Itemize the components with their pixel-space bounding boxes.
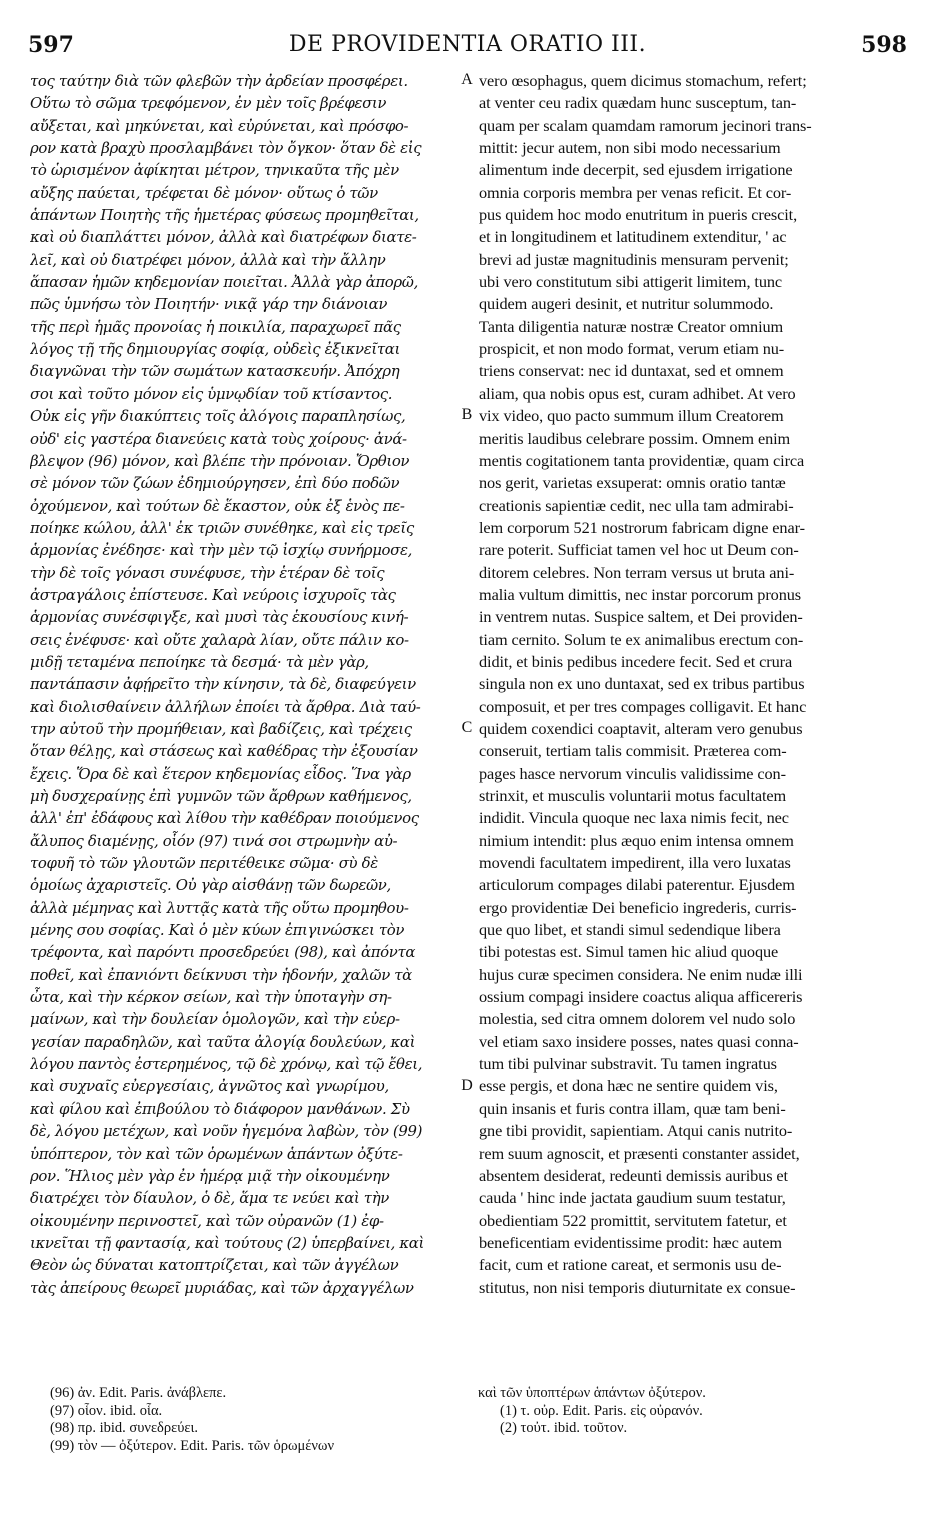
footnote: (2) τοὐτ. ibid. τοῦτον. xyxy=(500,1420,628,1436)
greek-text-line: Οὐκ εἰς γῆν διακύπτεις τοῖς ἀλόγοις παραπλησίως, xyxy=(30,407,406,426)
latin-text-line: vero œsophagus, quem dicimus stomachum, refert; xyxy=(479,71,807,90)
latin-text-line: ditorem celebres. Non terram versus ut bruta ani- xyxy=(479,562,795,582)
running-title: DE PROVIDENTIA ORATIO III. xyxy=(288,32,647,57)
greek-text-line: ὑπόπτερον, τὸν καὶ τῶν ὁρωμένων ἁπάντων ὀξύτε- xyxy=(30,1144,403,1163)
latin-text-line: articulorum compages dilabi paterentur. Ejusdem xyxy=(479,875,795,895)
latin-text-line: stitutus, non nisi temporis diuturnitate ex consue- xyxy=(479,1277,796,1297)
latin-text-line: nos gerit, varietas exsuperat: omnis oratio tantæ xyxy=(479,473,786,493)
page-number-left: 597 xyxy=(28,32,74,58)
greek-text-line: ὦτα, καὶ τὴν κέρκον σείων, καὶ τὴν ὑποταγὴν ση- xyxy=(30,988,392,1007)
latin-text-line: movendi facultatem impedirent, illa vero luxatas xyxy=(479,853,791,873)
latin-text-line: tum tibi pulvinar substravit. Tu tamen ingratus xyxy=(479,1054,777,1074)
footnote: (96) ἀν. Edit. Paris. ἀνάβλεπε. xyxy=(50,1385,227,1401)
latin-text-line: beneficentiam evidentissime prodit: hæc autem xyxy=(479,1232,782,1252)
greek-text-column xyxy=(30,70,460,1299)
latin-text-line: Tanta diligentia naturæ nostræ Creator omnium xyxy=(479,316,784,336)
footnote: (1) τ. οὐρ. Edit. Paris. εἰς οὐρανόν. xyxy=(500,1402,703,1419)
latin-text-line: mittit: jecur autem, non sibi modo necessarium xyxy=(479,138,781,158)
latin-text-line: didit, et binis pedibus incedere fecit. Sed et crura xyxy=(479,651,793,671)
footnote: καὶ τῶν ὑποπτέρων ἁπάντων ὀξύτερον. xyxy=(478,1385,706,1401)
greek-text-line: διαγνῶναι τὴν τῶν σωμάτων κατασκευήν. Ἀπόχρη xyxy=(30,362,400,381)
latin-text-column xyxy=(479,70,907,1299)
latin-text-line: tiam cernito. Solum te ex animalibus erectum con- xyxy=(479,629,804,649)
latin-text-line: meritis laudibus celebrare possim. Omnem enim xyxy=(479,428,791,448)
latin-text-line: at venter ceu radix quædam hunc susceptum, tan- xyxy=(479,93,797,113)
greek-text-line: ὁμοίως ἀχαριστεῖς. Οὐ γὰρ αἰσθάνῃ τῶν δωρεῶν, xyxy=(30,876,391,895)
latin-text-line: creationis sapientiæ cedit, nec ulla tam admirabi- xyxy=(479,495,794,515)
greek-text-line: λόγου παντὸς ἐστερημένος, τῷ δὲ χρόνῳ, καὶ τῷ ἔθει, xyxy=(30,1055,423,1074)
greek-text-line: μὴ δυσχεραίνῃς ἐπὶ γυμνῶν τῶν ἄρθρων καθήμενος, xyxy=(30,787,412,805)
greek-text-line: οἰκουμένην περινοστεῖ, καὶ τῶν οὐρανῶν (1) ἐφ- xyxy=(30,1211,384,1230)
greek-text-line: σεις ἐνέφυσε· καὶ οὔτε χαλαρὰ λίαν, οὔτε πάλιν κο- xyxy=(30,630,409,649)
greek-text-line: καὶ φίλου καὶ ἐπιβούλου τὸ διάφορον μανθάνων. Σὺ xyxy=(30,1099,410,1118)
greek-text-line: μιδῇ τεταμένα πεποίηκε τὰ δεσμά· τὰ μὲν γὰρ, xyxy=(30,652,369,671)
greek-text-line: σὲ μόνον τῶν ζώων ἐδημιούργησεν, ἐπὶ δύο ποδῶν xyxy=(30,474,400,493)
greek-text-line: τοφυῆ τὸ τῶν γλουτῶν περιτέθεικε σῶμα· σὺ δὲ xyxy=(30,854,378,873)
latin-text-line: nimium intendit: plus æquo enim intensa omnem xyxy=(479,830,794,850)
latin-text-line: gne tibi providit, sapientiam. Atqui canis nutrito- xyxy=(479,1121,793,1141)
latin-text-line: vix video, quo pacto summum illum Creatorem xyxy=(479,406,784,426)
greek-text-line: τρέφοντα, καὶ παρόντι προσεδρεύει (98), καὶ ἀπόντα xyxy=(30,943,416,962)
greek-text-line: την αὐτοῦ τὴν προμήθειαν, καὶ βαδίζεις, καὶ τρέχεις xyxy=(30,719,412,738)
latin-text-line: rem suum agnoscit, et præsenti constanter assidet, xyxy=(479,1143,800,1163)
greek-text-line: ἁπάντων Ποιητὴς τῆς ἡμετέρας φύσεως προμηθεῖται, xyxy=(30,206,419,225)
latin-text-line: lem corporum 521 nostrorum fabricam digne enar- xyxy=(479,517,805,537)
latin-text-line: que quo libet, et standi simul sedendique libera xyxy=(479,920,781,940)
latin-text-line: strinxit, et musculis voluntarii motus facultatem xyxy=(479,786,787,805)
latin-text-line: prospicit, et non modo format, verum etiam nu- xyxy=(479,339,785,359)
latin-text-line: absentem desiderat, redeunti demissis auribus et xyxy=(479,1165,788,1185)
section-marker: C xyxy=(461,719,473,737)
greek-text-line: ποθεῖ, καὶ ἐπανιόντι δείκνυσι τὴν ἡδονήν, χαλῶν τὰ xyxy=(30,965,412,984)
greek-text-line: ὅταν θέλῃς, καὶ στάσεως καὶ καθέδρας τὴν ἐξουσίαν xyxy=(30,742,418,761)
greek-text-line: καὶ οὐ διαπλάττει μόνον, ἀλλὰ καὶ διατρέφων διατε- xyxy=(30,228,417,247)
latin-text-line: quin insanis et furis contra illam, quæ tam beni- xyxy=(479,1098,786,1118)
footnotes-left xyxy=(50,1385,460,1455)
latin-text-line: hujus curæ specimen considera. Ne enim nudæ illi xyxy=(479,964,803,984)
greek-text-line: λόγος τῇ τῆς δημιουργίας σοφίᾳ, οὐδεὶς ἐξικνεῖται xyxy=(30,340,400,359)
latin-text-line: indidit. Vincula quoque nec laxa nimis fecit, nec xyxy=(479,808,789,828)
latin-text-line: quidem coxendici coaptavit, alteram vero genubus xyxy=(479,718,803,738)
greek-text-line: ικνεῖται τῇ φαντασίᾳ, καὶ τούτους (2) ὑπερβαίνει, καὶ xyxy=(30,1233,424,1252)
greek-text-line: λεῖ, καὶ οὐ διατρέφει μόνον, ἀλλὰ καὶ τὴν ἄλλην xyxy=(30,250,386,269)
greek-text-line: βλεψον (96) μόνον, καὶ βλέπε τὴν πρόνοιαν. Ὄρθιον xyxy=(30,451,410,470)
greek-text-line: ἀλλὰ μέμηνας καὶ λυττᾷς κατὰ τῆς οὕτω προμηθου- xyxy=(30,898,409,917)
latin-text-line: ubi vero constitutum sibi attigerit limitem, tunc xyxy=(479,272,783,292)
latin-text-line: mentis cogitationem tanta providentiæ, quam circa xyxy=(479,450,805,470)
latin-text-line: quidem augeri desinit, et nutritur solummodo. xyxy=(479,294,774,314)
greek-text-line: ὀχούμενον, καὶ τούτων δὲ ἕκαστον, οὐκ ἐξ ἑνὸς πε- xyxy=(30,496,405,515)
greek-text-line: Οὕτω τὸ σῶμα τρεφόμενον, ἐν μὲν τοῖς βρέφεσιν xyxy=(30,94,387,113)
latin-text-line: et in longitudinem et latitudinem extenditur, ' ac xyxy=(479,227,787,247)
latin-text-line: quam per scalam quamdam ramorum jecinori trans- xyxy=(479,115,812,135)
greek-text-line: ρον. Ἥλιος μὲν γὰρ ἐν ἡμέρᾳ μιᾷ τὴν οἰκουμένην xyxy=(30,1166,390,1185)
latin-text-line: molestia, sed citra omnem dolorem vel nudo solo xyxy=(479,1009,796,1029)
footnote: (98) πρ. ibid. συνεδρεύει. xyxy=(50,1420,198,1436)
latin-text-line: tibi potestas est. Simul tamen hic aliud quoque xyxy=(479,942,779,962)
latin-text-line: in ventrem nutas. Suspice saltem, et Dei providen- xyxy=(479,607,803,627)
latin-text-line: composuit, et per tres compages colligavit. Et hanc xyxy=(479,696,807,716)
footnotes-right xyxy=(478,1385,908,1438)
footnote: (99) τὸν — ὀξύτερον. Edit. Paris. τῶν ὁρωμένων xyxy=(50,1437,335,1454)
greek-text-line: ρον κατὰ βραχὺ προσλαμβάνει τὸν ὄγκον· ὅταν δὲ εἰς xyxy=(30,139,422,158)
latin-text-line: aliam, qua nobis opus est, curam adhibet. At vero xyxy=(479,383,796,403)
greek-text-line: τῆς περὶ ἡμᾶς προνοίας ἡ ποικιλία, παραχωρεῖ πᾶς xyxy=(30,317,401,336)
section-marker: D xyxy=(461,1076,473,1094)
latin-text-line: singula non ex uno duntaxat, sed ex tribus partibus xyxy=(479,674,805,694)
greek-text-line: δὲ, λόγου μετέχων, καὶ νοῦν ἡγεμόνα λαβὼν, τὸν (99) xyxy=(30,1122,423,1141)
page-header xyxy=(28,28,907,62)
greek-text-line: μαίνων, καὶ τὴν δουλείαν ὁμολογῶν, καὶ τὴν εὐερ- xyxy=(30,1010,400,1029)
greek-text-line: οὐδ' εἰς γαστέρα διανεύεις κατὰ τοὺς χοίρους· ἀνά- xyxy=(30,429,407,448)
greek-text-line: ἅπασαν ἡμῶν κηδεμονίαν ποιεῖται. Ἀλλὰ γὰρ ἀπορῶ, xyxy=(30,273,418,292)
latin-text-line: pus quidem hoc modo enutritum in pueris crescit, xyxy=(479,205,798,225)
greek-text-line: τὰς ἀπείρους θεωρεῖ μυριάδας, καὶ τῶν ἀρχαγγέλων xyxy=(30,1278,414,1297)
greek-text-line: τος ταύτην διὰ τῶν φλεβῶν τὴν ἀρδείαν προσφέρει. xyxy=(30,72,408,90)
greek-text-line: ἁρμονίας συνέσφιγξε, καὶ μυσὶ τὰς ἑκουσίους κινή- xyxy=(30,608,409,627)
greek-text-line: ποίηκε κώλου, ἀλλ' ἐκ τριῶν συνέθηκε, καὶ εἰς τρεῖς xyxy=(30,518,414,537)
greek-text-line: παντάπασιν ἀφῄρεῖτο τὴν κίνησιν, τὰ δὲ, διαφεύγειν xyxy=(30,675,416,694)
latin-text-line: omnia corporis membra per venas reficit. Et cor- xyxy=(479,182,792,202)
greek-text-line: αὔξεται, καὶ μηκύνεται, καὶ εὐρύνεται, καὶ πρόσφο- xyxy=(30,116,409,135)
greek-text-line: καὶ συχναῖς εὐεργεσίαις, ἀγνῶτος καὶ γνωρίμου, xyxy=(30,1077,389,1096)
latin-text-line: malia vultum dimittis, nec instar porcorum pronus xyxy=(479,584,802,604)
latin-text-line: triens conservat: nec id duntaxat, sed et omnem xyxy=(479,361,784,381)
latin-text-line: brevi ad justæ magnitudinis mensuram pervenit; xyxy=(479,249,789,269)
greek-text-line: μένης σου σοφίας. Καὶ ὁ μὲν κύων ἐπιγινώσκει τὸν xyxy=(30,921,405,940)
greek-text-line: γεσίαν παραδηλῶν, καὶ ταῦτα ἀλογίᾳ δουλεύων, καὶ xyxy=(30,1032,416,1051)
greek-text-line: Θεὸν ὡς δύναται κατοπτρίζεται, καὶ τῶν ἀγγέλων xyxy=(30,1256,399,1275)
greek-text-line: αὔξης παύεται, τρέφεται δὲ μόνον· οὕτως ὁ τῶν xyxy=(30,183,378,202)
latin-text-line: obedientiam 522 promittit, servitutem fatetur, et xyxy=(479,1210,787,1230)
greek-text-line: τὴν δὲ τοῖς γόνασι συνέφυσε, τὴν ἑτέραν δὲ τοῖς xyxy=(30,563,385,582)
greek-text-line: ἁρμονίας ἐνέδησε· καὶ τὴν μὲν τῷ ἰσχίῳ συνήρμοσε, xyxy=(30,541,412,560)
latin-text-line: ossium compagi insidere coactus aliqua afficereris xyxy=(479,987,803,1007)
greek-text-line: ἔχεις. Ὅρα δὲ καὶ ἕτερον κηδεμονίας εἶδος. Ἵνα γὰρ xyxy=(30,764,411,783)
latin-text-line: conseruit, tertiam talis commisit. Præterea com- xyxy=(479,741,787,761)
greek-text-line: σοι καὶ τοῦτο μόνον εἰς ὑμνῳδίαν τοῦ κτίσαντος. xyxy=(30,384,393,403)
greek-text-line: ἄλυπος διαμένῃς, οἷόν (97) τινά σοι στρωμνὴν αὐ- xyxy=(30,831,398,850)
latin-text-line: facit, cum et ratione careat, et sermonis usu de- xyxy=(479,1255,782,1275)
greek-text-line: καὶ διολισθαίνειν ἀλλήλων ἐποίει τὰ ἄρθρα. Διὰ ταύ- xyxy=(30,697,421,716)
greek-text-line: πῶς ὑμνήσω τὸν Ποιητήν· νικᾷ γάρ την διάνοιαν xyxy=(30,295,388,314)
latin-text-line: rare poterit. Sufficiat tamen vel hoc ut Deum con- xyxy=(479,540,799,560)
footnote: (97) οἷον. ibid. οἷα. xyxy=(50,1402,163,1419)
greek-text-line: ἀλλ' ἐπ' ἐδάφους καὶ λίθου τὴν καθέδραν ποιούμενος xyxy=(30,809,419,828)
latin-text-line: esse pergis, et dona hæc ne sentire quidem vis, xyxy=(479,1076,778,1096)
greek-text-line: ἀστραγάλοις ἐπίστευσε. Καὶ νεύροις ἰσχυροῖς τὰς xyxy=(30,585,396,604)
greek-text-line: διατρέχει τὸν δίαυλον, ὁ δὲ, ἅμα τε νεύει καὶ τὴν xyxy=(30,1189,389,1208)
latin-text-line: alimentum inde decerpit, sed ejusdem irrigatione xyxy=(479,160,793,180)
latin-text-line: vel etiam saxo insidere posses, nates quasi conna- xyxy=(479,1031,799,1051)
greek-text-line: τὸ ὡρισμένον ἀφίκηται μέτρον, τηνικαῦτα τῆς μὲν xyxy=(30,161,399,180)
latin-text-line: cauda ' hinc inde jactata gaudium suum testatur, xyxy=(479,1188,786,1208)
latin-text-line: ergo providentiæ Dei beneficio ingrederis, curris- xyxy=(479,897,797,917)
latin-text-line: pages hasce nervorum vinculis validissime con- xyxy=(479,763,786,783)
section-marker: A xyxy=(461,71,473,88)
section-marker: B xyxy=(461,406,473,424)
page-number-right: 598 xyxy=(861,32,907,58)
